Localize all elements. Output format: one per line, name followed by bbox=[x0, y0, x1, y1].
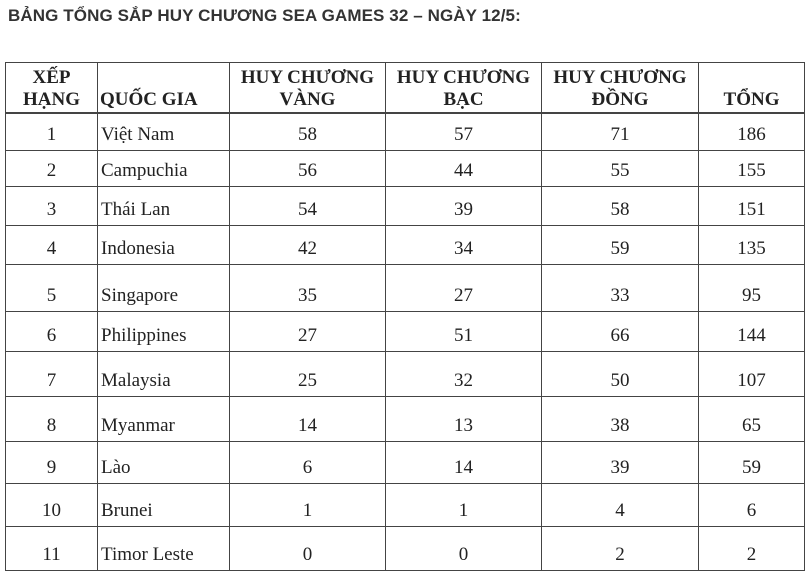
silver-cell: 14 bbox=[386, 442, 542, 484]
bronze-cell: 55 bbox=[542, 151, 699, 187]
page-title: BẢNG TỔNG SẮP HUY CHƯƠNG SEA GAMES 32 – NGÀY 12/5: bbox=[8, 6, 521, 25]
table-row bbox=[6, 527, 805, 571]
total-cell: 107 bbox=[699, 352, 805, 397]
silver-cell: 1 bbox=[386, 484, 542, 527]
rank-cell: 10 bbox=[6, 484, 98, 527]
total-cell: 2 bbox=[699, 527, 805, 571]
silver-cell: 39 bbox=[386, 187, 542, 226]
rank-cell: 7 bbox=[6, 352, 98, 397]
country-cell: Brunei bbox=[98, 484, 230, 527]
medal-table-body bbox=[6, 113, 805, 571]
gold-cell: 56 bbox=[230, 151, 386, 187]
country-cell: Philippines bbox=[98, 312, 230, 352]
bronze-cell: 59 bbox=[542, 226, 699, 265]
country-cell: Lào bbox=[98, 442, 230, 484]
header-silver-line-1: HUY CHƯƠNG bbox=[396, 66, 531, 88]
total-cell: 155 bbox=[699, 151, 805, 187]
table-row bbox=[6, 397, 805, 442]
bronze-cell: 38 bbox=[542, 397, 699, 442]
country-cell: Indonesia bbox=[98, 226, 230, 265]
total-cell: 6 bbox=[699, 484, 805, 527]
header-total-label: TỔNG bbox=[723, 88, 780, 110]
bronze-cell: 2 bbox=[542, 527, 699, 571]
gold-cell: 35 bbox=[230, 265, 386, 312]
bronze-cell: 33 bbox=[542, 265, 699, 312]
rank-cell: 2 bbox=[6, 151, 98, 187]
total-cell: 151 bbox=[699, 187, 805, 226]
header-silver-line-2: BẠC bbox=[443, 88, 484, 110]
gold-cell: 1 bbox=[230, 484, 386, 527]
silver-cell: 34 bbox=[386, 226, 542, 265]
bronze-cell: 58 bbox=[542, 187, 699, 226]
gold-cell: 27 bbox=[230, 312, 386, 352]
header-gold bbox=[230, 63, 386, 113]
header-bronze-line-1: HUY CHƯƠNG bbox=[553, 66, 687, 88]
table-row bbox=[6, 226, 805, 265]
total-cell: 65 bbox=[699, 397, 805, 442]
bronze-cell: 71 bbox=[542, 113, 699, 151]
header-rank bbox=[6, 63, 98, 113]
silver-cell: 57 bbox=[386, 113, 542, 151]
bronze-cell: 50 bbox=[542, 352, 699, 397]
gold-cell: 42 bbox=[230, 226, 386, 265]
silver-cell: 51 bbox=[386, 312, 542, 352]
gold-cell: 14 bbox=[230, 397, 386, 442]
total-cell: 59 bbox=[699, 442, 805, 484]
bronze-cell: 39 bbox=[542, 442, 699, 484]
country-cell: Campuchia bbox=[98, 151, 230, 187]
table-row bbox=[6, 187, 805, 226]
table-row bbox=[6, 352, 805, 397]
silver-cell: 44 bbox=[386, 151, 542, 187]
rank-cell: 9 bbox=[6, 442, 98, 484]
table-row bbox=[6, 312, 805, 352]
rank-cell: 1 bbox=[6, 113, 98, 151]
bronze-cell: 66 bbox=[542, 312, 699, 352]
total-cell: 144 bbox=[699, 312, 805, 352]
country-cell: Malaysia bbox=[98, 352, 230, 397]
rank-cell: 8 bbox=[6, 397, 98, 442]
table-row bbox=[6, 442, 805, 484]
gold-cell: 6 bbox=[230, 442, 386, 484]
medal-table bbox=[5, 62, 805, 571]
rank-cell: 11 bbox=[6, 527, 98, 571]
gold-cell: 25 bbox=[230, 352, 386, 397]
header-total bbox=[699, 63, 805, 113]
header-gold-line-1: HUY CHƯƠNG bbox=[240, 66, 375, 88]
country-cell: Singapore bbox=[98, 265, 230, 312]
country-cell: Thái Lan bbox=[98, 187, 230, 226]
table-row bbox=[6, 265, 805, 312]
header-bronze-line-2: ĐỒNG bbox=[591, 88, 649, 110]
gold-cell: 58 bbox=[230, 113, 386, 151]
medal-table-header bbox=[6, 63, 805, 113]
header-country-label: QUỐC GIA bbox=[100, 88, 198, 110]
rank-cell: 5 bbox=[6, 265, 98, 312]
total-cell: 135 bbox=[699, 226, 805, 265]
table-row bbox=[6, 484, 805, 527]
header-rank-line-1: XẾP bbox=[32, 66, 71, 88]
silver-cell: 32 bbox=[386, 352, 542, 397]
gold-cell: 54 bbox=[230, 187, 386, 226]
rank-cell: 4 bbox=[6, 226, 98, 265]
header-rank-line-2: HẠNG bbox=[23, 88, 80, 110]
bronze-cell: 4 bbox=[542, 484, 699, 527]
header-row bbox=[6, 63, 805, 113]
total-cell: 95 bbox=[699, 265, 805, 312]
header-country bbox=[98, 63, 230, 113]
gold-cell: 0 bbox=[230, 527, 386, 571]
header-bronze bbox=[542, 63, 699, 113]
rank-cell: 6 bbox=[6, 312, 98, 352]
silver-cell: 13 bbox=[386, 397, 542, 442]
total-cell: 186 bbox=[699, 113, 805, 151]
table-row bbox=[6, 113, 805, 151]
silver-cell: 0 bbox=[386, 527, 542, 571]
header-gold-line-2: VÀNG bbox=[279, 88, 336, 110]
rank-cell: 3 bbox=[6, 187, 98, 226]
country-cell: Myanmar bbox=[98, 397, 230, 442]
country-cell: Timor Leste bbox=[98, 527, 230, 571]
country-cell: Việt Nam bbox=[98, 113, 230, 151]
silver-cell: 27 bbox=[386, 265, 542, 312]
header-silver bbox=[386, 63, 542, 113]
table-row bbox=[6, 151, 805, 187]
